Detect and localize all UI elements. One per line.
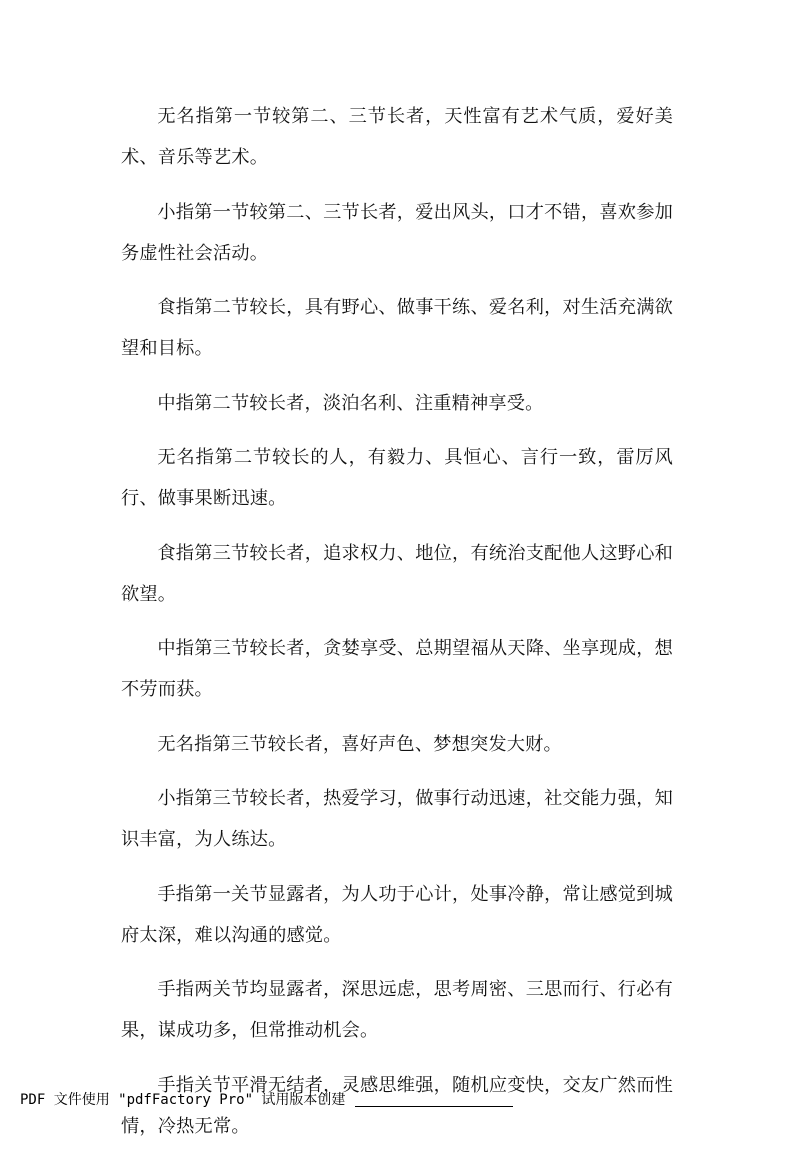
footer-text: PDF 文件使用 "pdfFactory Pro" 试用版本创建: [20, 1092, 346, 1108]
paragraph-1: 无名指第一节较第二、三节长者，天性富有艺术气质，爱好美术、音乐等艺术。: [121, 106, 673, 168]
paragraph-4: 中指第二节较长者，淡泊名利、注重精神享受。: [157, 392, 544, 414]
paragraph-11: 手指两关节均显露者，深思远虑，思考周密、三思而行、行必有果，谋成功多，但常推动机会。: [121, 979, 673, 1041]
paragraph-12: 手指关节平滑无结者，灵感思维强，随机应变快，交友广然而性情，冷热无常。: [121, 1074, 673, 1137]
document-body: [121, 96, 673, 1160]
pdf-footer: [20, 1089, 513, 1111]
paragraph-10: 手指第一关节显露者，为人功于心计，处事冷静，常让感觉到城府太深，难以沟通的感觉。: [121, 883, 673, 946]
paragraph-5: 无名指第二节较长的人，有毅力、具恒心、言行一致，雷厉风行、做事果断迅速。: [121, 447, 673, 509]
paragraph-6: 食指第三节较长者，追求权力、地位，有统治支配他人这野心和欲望。: [121, 542, 673, 605]
paragraph-3: 食指第二节较长，具有野心、做事干练、爱名利，对生活充满欲望和目标。: [121, 297, 673, 359]
paragraph-7: 中指第三节较长者，贪婪享受、总期望福从天降、坐享现成，想不劳而获。: [121, 638, 673, 700]
paragraph-9: 小指第三节较长者，热爱学习，做事行动迅速，社交能力强，知识丰富，为人练达。: [121, 788, 673, 850]
footer-underline[interactable]: [355, 1106, 513, 1107]
paragraph-2: 小指第一节较第二、三节长者，爱出风头，口才不错，喜欢参加务虚性社会活动。: [121, 201, 673, 264]
paragraph-8: 无名指第三节较长者，喜好声色、梦想突发大财。: [157, 733, 562, 755]
